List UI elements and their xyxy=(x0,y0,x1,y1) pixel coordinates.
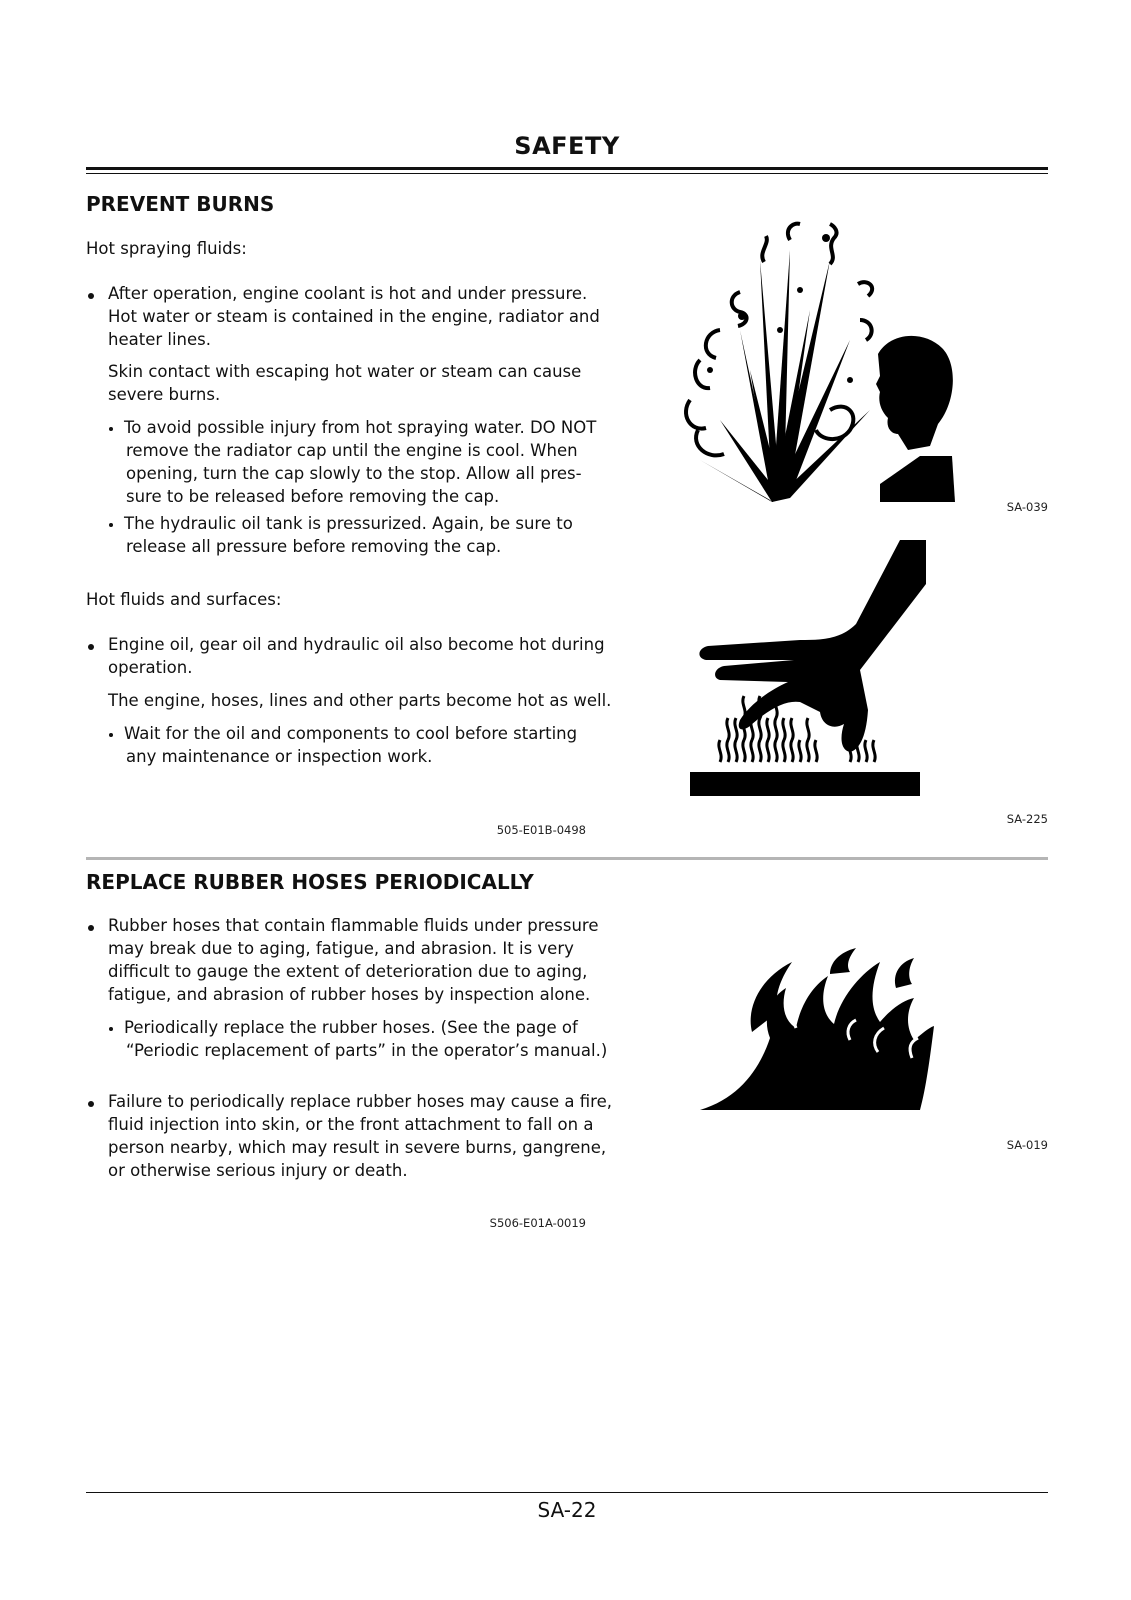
text-line: fluid injection into skin, or the front attachment to fall on a xyxy=(108,1115,594,1134)
figure-label-sa-019: SA-019 xyxy=(1006,1138,1048,1152)
steam-spray-icon xyxy=(680,220,980,502)
text-line: heater lines. xyxy=(108,330,211,349)
text-line: sure to be released before removing the cap. xyxy=(126,487,500,506)
section-title-replace-hoses: REPLACE RUBBER HOSES PERIODICALLY xyxy=(86,870,534,894)
sub-bullet-dot xyxy=(109,733,113,737)
header-rule-thin xyxy=(86,173,1048,174)
section-title-prevent-burns: PREVENT BURNS xyxy=(86,192,275,216)
hot-spraying-label: Hot spraying fluids: xyxy=(86,239,247,258)
text-line: Hot water or steam is contained in the engine, radiator and xyxy=(108,307,600,326)
text-line: Wait for the oil and components to cool before starting xyxy=(124,724,578,743)
text-line: The hydraulic oil tank is pressurized. Again, be sure to xyxy=(124,514,573,533)
section-code: S506-E01A-0019 xyxy=(489,1216,586,1230)
text-line: person nearby, which may result in severe burns, gangrene, xyxy=(108,1138,607,1157)
sub-bullet-hydraulic-tank xyxy=(124,512,573,558)
bullet-coolant-note xyxy=(108,360,581,406)
section-code: 505-E01B-0498 xyxy=(496,823,586,837)
text-line: Skin contact with escaping hot water or steam can cause xyxy=(108,362,582,381)
hot-fluids-label: Hot fluids and surfaces: xyxy=(86,590,282,609)
bullet-dot xyxy=(88,1101,94,1107)
figure-label-sa-039: SA-039 xyxy=(1006,500,1048,514)
footer-rule xyxy=(86,1492,1048,1493)
text-line: Failure to periodically replace rubber hoses may cause a fire, xyxy=(108,1092,612,1111)
text-line: any maintenance or inspection work. xyxy=(126,747,433,766)
header-rule-thick xyxy=(86,167,1048,170)
text-line: release all pressure before removing the cap. xyxy=(126,537,502,556)
sub-bullet-dot xyxy=(109,427,113,431)
text-line: operation. xyxy=(108,658,193,677)
text-line: or otherwise serious injury or death. xyxy=(108,1161,408,1180)
section-divider xyxy=(86,857,1048,860)
hot-surface-hand-icon xyxy=(690,540,930,802)
text-line: opening, turn the cap slowly to the stop. Allow all pres- xyxy=(126,464,582,483)
text-line: fatigue, and abrasion of rubber hoses by inspection alone. xyxy=(108,985,591,1004)
text-line: may break due to aging, fatigue, and abrasion. It is very xyxy=(108,939,574,958)
text-line: Engine oil, gear oil and hydraulic oil also become hot during xyxy=(108,635,605,654)
bullet-dot xyxy=(88,644,94,650)
sub-bullet-wait-cool xyxy=(124,722,577,768)
sub-bullet-dot xyxy=(109,523,113,527)
bullet-hot-oil-note: The engine, hoses, lines and other parts become hot as well. xyxy=(108,691,612,710)
text-line: severe burns. xyxy=(108,385,221,404)
text-line: To avoid possible injury from hot spraying water. DO NOT xyxy=(124,418,597,437)
figure-label-sa-225: SA-225 xyxy=(1006,812,1048,826)
text-line: After operation, engine coolant is hot and under pressure. xyxy=(108,284,588,303)
page-header-title: SAFETY xyxy=(514,132,620,160)
bullet-dot xyxy=(88,925,94,931)
sub-bullet-radiator-cap xyxy=(124,416,596,508)
text-line: difficult to gauge the extent of deterioration due to aging, xyxy=(108,962,588,981)
sub-bullet-dot xyxy=(109,1027,113,1031)
sub-bullet-replace-hoses xyxy=(124,1016,607,1062)
bullet-hose-failure xyxy=(108,1090,612,1182)
text-line: remove the radiator cap until the engine is cool. When xyxy=(126,441,578,460)
bullet-hot-oil xyxy=(108,633,605,679)
text-line: Periodically replace the rubber hoses. (See the page of xyxy=(124,1018,578,1037)
text-line: Rubber hoses that contain flammable fluids under pressure xyxy=(108,916,599,935)
text-line: “Periodic replacement of parts” in the operator’s manual.) xyxy=(126,1041,608,1060)
fire-icon xyxy=(700,948,936,1110)
bullet-dot xyxy=(88,293,94,299)
bullet-coolant xyxy=(108,282,600,351)
bullet-hose-aging xyxy=(108,914,599,1006)
page-number: SA-22 xyxy=(537,1498,597,1522)
